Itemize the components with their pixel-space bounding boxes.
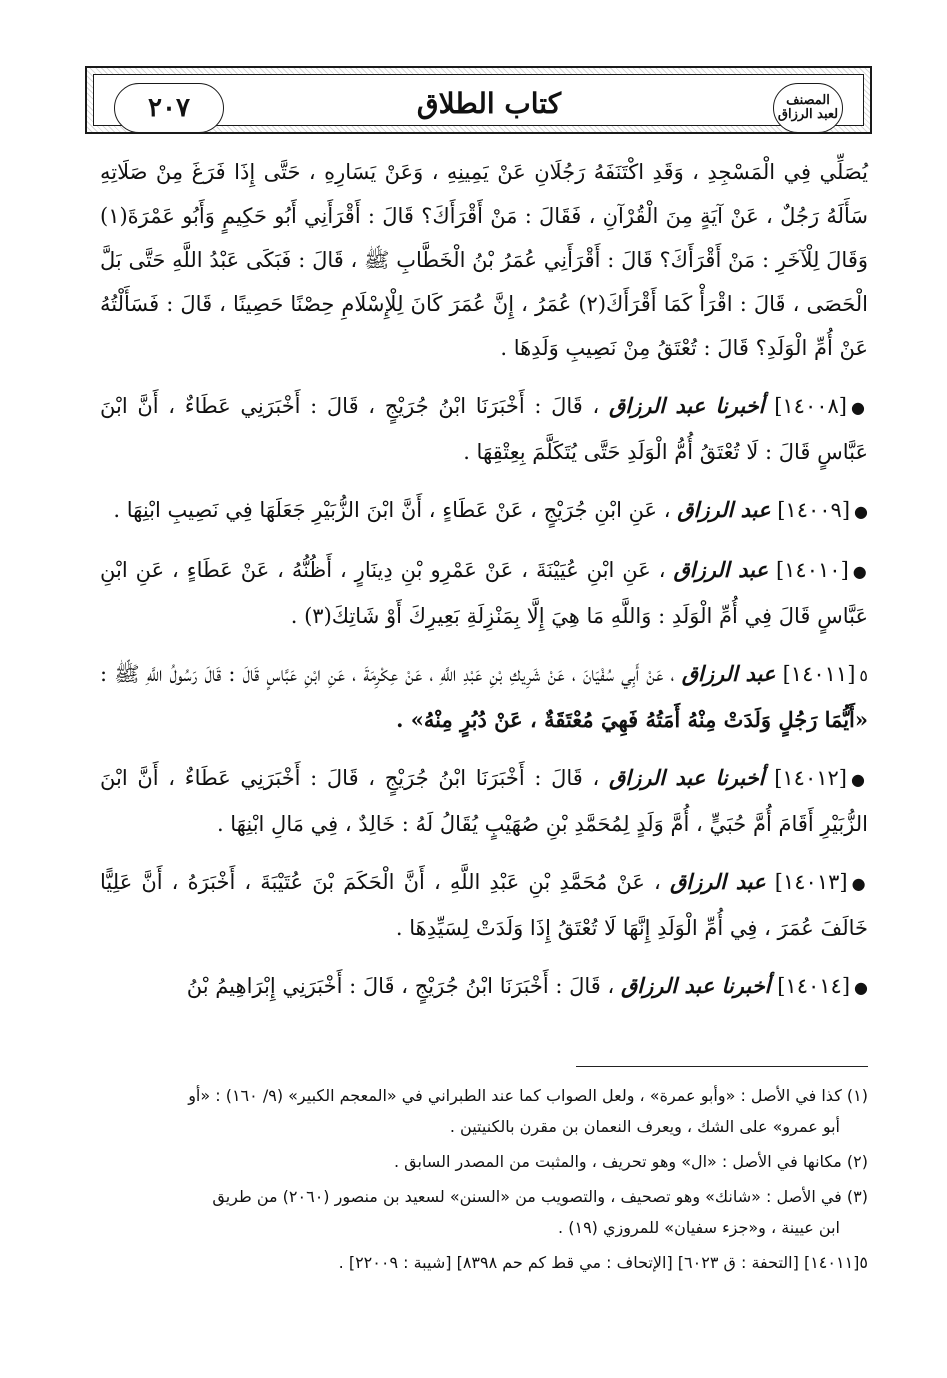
hadith-text: ، عَنِ ابْنِ عُيَيْنَةَ ، عَنْ عَمْرِو بْنِ دِينَارٍ ، أَظُنُّهُ ، عَنْ عَطَاءٍ ، عَنِ ابْنِ عَبَّاسٍ قَالَ فِي أُمِّ الْوَلَدِ : وَاللَّهِ مَا هِيَ إِلَّا بِمَنْزِلَةِ بَعِيرِكَ أَوْ شَاتِكَ(٣) . xyxy=(100,558,868,628)
hadith-narrator: أخبرنا عبد الرزاق xyxy=(608,393,765,418)
hadith-text: ، قَالَ : أَخْبَرَنَا ابْنُ جُرَيْجٍ ، قَالَ : أَخْبَرَنِي عَطَاءٌ ، أَنَّ ابْنَ الزُّبَيْرِ أَقَامَ أُمَّ حُبَيٍّ ، أُمَّ وَلَدٍ لِمُحَمَّدِ بْنِ صُهَيْبٍ يُقَالُ لَهُ : خَالِدٌ ، فِي مَالِ ابْنِهَا . xyxy=(100,766,868,836)
hadith-narrator: أخبرنا عبد الرزاق xyxy=(620,973,771,998)
footnotes xyxy=(100,1080,868,1282)
hadith-14010 xyxy=(100,548,868,638)
footnote-text: (٢) مكانها في الأصل : «ال» وهو تحريف ، والمثبت من المصدر السابق . xyxy=(393,1152,868,1171)
hadith-number: [١٤٠١٤] xyxy=(777,974,851,998)
hadith-14013 xyxy=(100,860,868,950)
hadith-14014 xyxy=(100,964,868,1010)
intro-paragraph: يُصَلِّي فِي الْمَسْجِدِ ، وَقَدِ اكْتَنَفَهُ رَجُلَانِ عَنْ يَمِينِهِ ، وَعَنْ يَسَارِهِ ، حَتَّى إِذَا فَرَغَ مِنْ صَلَاتِهِ سَأَلَهُ رَجُلٌ ، عَنْ آيَةٍ مِنَ الْقُرْآنِ ، فَقَالَ : مَنْ أَقْرَأَكَ؟ قَالَ : أَقْرَأَنِي أَبُو حَكِيمٍ وَأَبُو عَمْرَةَ(١) وَقَالَ لِلْآخَرِ : مَنْ أَقْرَأَكَ؟ قَالَ : أَقْرَأَنِي عُمَرُ بْنُ الْخَطَّابِ ﷺ ، قَالَ : فَبَكَى عَبْدُ اللَّهِ حَتَّى بَلَّ الْحَصَى ، قَالَ : اقْرَأْ كَمَا أَقْرَأَكَ(٢) عُمَرُ ، إِنَّ عُمَرَ كَانَ لِلْإِسْلَامِ حِصْنًا حَصِينًا ، قَالَ : فَسَأَلْتُهُ عَنْ أُمِّ الْوَلَدِ؟ قَالَ : تُعْتَقُ مِنْ نَصِيبِ وَلَدِهَا . xyxy=(100,160,868,360)
footnote-2 xyxy=(100,1146,868,1177)
hadith-text: ، قَالَ : أَخْبَرَنَا ابْنُ جُرَيْجٍ ، قَالَ : أَخْبَرَنِي إِبْرَاهِيمُ بْنُ xyxy=(186,974,615,998)
hadith-marker: ● xyxy=(854,502,868,521)
page-header xyxy=(85,66,872,134)
footnote-text: (١) كذا في الأصل : «وأبو عمرة» ، ولعل الصواب كما عند الطبراني في «المعجم الكبير» (٩/ ١٦٠) : «أو xyxy=(188,1086,868,1105)
takhrij-note xyxy=(100,1247,868,1278)
hadith-marker: ● xyxy=(851,874,868,893)
footnote-separator xyxy=(576,1066,868,1067)
page-number: ٢٠٧ xyxy=(148,93,190,123)
hadith-narrator: عبد الرزاق xyxy=(669,869,766,894)
hadith-text: ، عَنِ ابْنِ جُرَيْجٍ ، عَنْ عَطَاءٍ ، أَنَّ ابْنَ الزُّبَيْرِ جَعَلَهَا فِي نَصِيبِ ابْنِهَا . xyxy=(113,498,671,522)
main-text xyxy=(100,150,868,1024)
footnote-text: ٥[١٤٠١١] [التحفة : ق ٦٠٢٣] [الإتحاف : مي قط كم حم ٨٣٩٨] [شيبة : ٢٢٠٠٩] . xyxy=(338,1253,868,1272)
hadith-text: ، عَنْ مُحَمَّدِ بْنِ عَبْدِ اللَّهِ ، أَنَّ الْحَكَمَ بْنَ عُتَيْبَةَ ، أَخْبَرَهُ ، أَنَّ عَلِيًّا خَالَفَ عُمَرَ ، فِي أُمِّ الْوَلَدِ إِنَّهَا لَا تُعْتَقُ إِذَا وَلَدَتْ لِسَيِّدِهَا . xyxy=(100,870,868,940)
hadith-14011 xyxy=(100,652,868,742)
hadith-number: [١٤٠١٠] xyxy=(775,558,849,582)
hadith-14008 xyxy=(100,384,868,474)
hadith-marker: ● xyxy=(854,978,868,997)
hadith-narrator: عبد الرزاق xyxy=(681,661,776,686)
footnote-continuation: ابن عيينة ، و«جزء سفيان» للمروزي (١٩) . xyxy=(558,1218,840,1237)
header-frame xyxy=(93,74,864,126)
footnote-text: (٣) في الأصل : «شانك» وهو تصحيف ، والتصويب من «السنن» لسعيد بن منصور (٢٠٦٠) من طريق xyxy=(212,1187,868,1206)
logo-line-1: المصنف xyxy=(786,93,830,108)
hadith-number: [١٤٠٠٨] xyxy=(774,394,847,418)
book-logo xyxy=(773,83,843,133)
chapter-title: كتاب الطلاق xyxy=(416,87,562,120)
hadith-number: [١٤٠٠٩] xyxy=(777,498,851,522)
page-number-cartouche xyxy=(114,83,224,133)
hadith-marker: ● xyxy=(852,562,868,581)
hadith-number: [١٤٠١٢] xyxy=(774,766,847,790)
hadith-text: ، عَنْ أَبِي سُفْيَانَ ، عَنْ شَرِيكِ بْنِ عَبْدِ اللَّهِ ، عَنْ عِكْرِمَةَ ، عَنِ ابْنِ عَبَّاسٍ قَالَ : قَالَ رَسُولُ اللَّهِ ﷺ : xyxy=(100,662,675,686)
hadith-narrator: عبد الرزاق xyxy=(673,557,769,582)
logo-line-2: لعبد الرزاق xyxy=(777,107,839,122)
hadith-marker: ٥ xyxy=(859,666,868,685)
footnote-continuation: أبو عمرو» على الشك ، ويعرف النعمان بن مقرن بالكنيتين . xyxy=(449,1117,840,1136)
hadith-number: [١٤٠١٣] xyxy=(774,870,848,894)
hadith-number: [١٤٠١١] xyxy=(782,662,856,686)
hadith-marker: ● xyxy=(851,398,868,417)
hadith-narrator: عبد الرزاق xyxy=(677,497,771,522)
prophetic-saying: «أَيُّمَا رَجُلٍ وَلَدَتْ مِنْهُ أَمَتُهُ فَهِيَ مُعْتَقَةٌ ، عَنْ دُبُرٍ مِنْهُ» . xyxy=(396,707,868,732)
footnote-1 xyxy=(100,1080,868,1142)
hadith-narrator: أخبرنا عبد الرزاق xyxy=(608,765,765,790)
hadith-14012 xyxy=(100,756,868,846)
hadith-14009 xyxy=(100,488,868,534)
hadith-marker: ● xyxy=(851,770,868,789)
footnote-3 xyxy=(100,1181,868,1243)
hadith-text: ، قَالَ : أَخْبَرَنَا ابْنُ جُرَيْجٍ ، قَالَ : أَخْبَرَنِي عَطَاءٌ ، أَنَّ ابْنَ عَبَّاسٍ قَالَ : لَا تُعْتَقُ أُمُّ الْوَلَدِ حَتَّى يُتَكَلَّمَ بِعِتْقِهَا . xyxy=(100,394,868,464)
